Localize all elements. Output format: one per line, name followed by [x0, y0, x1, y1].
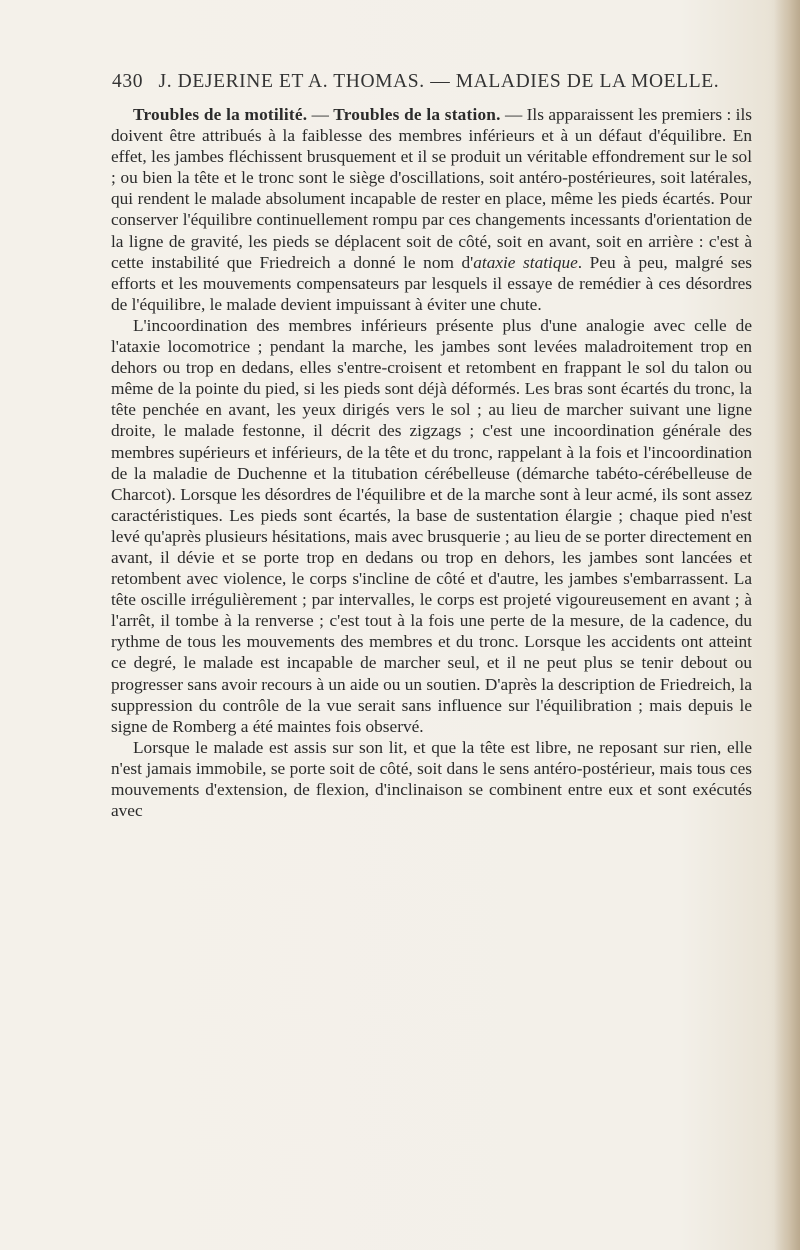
- section-heading-station: Troubles de la station.: [333, 105, 501, 124]
- running-title: J. DEJERINE ET A. THOMAS. — MALADIES DE LA MOELLE.: [158, 71, 720, 92]
- page-number: 430: [112, 71, 144, 92]
- section-heading-motilite: Troubles de la motilité.: [133, 105, 308, 124]
- italic-term: ataxie statique: [473, 252, 578, 272]
- paragraph-incoordination: L'incoordination des membres inférieurs présente plus d'une analogie avec celle de l'ataxie locomotrice ; pendant la marche, les jambes sont levées maladroitement trop en dehors ou trop en dedans, elles s'entre-croisent et retombent en frappant le sol du talon ou même de la pointe du pied, si les pieds sont déjà déformés. Les bras sont écartés du tronc, la tête penchée en avant, les yeux dirigés vers le sol ; au lieu de marcher suivant une ligne droite, le malade festonne, il décrit des zigzags ; c'est une incoordination générale des membres supérieurs et inférieurs, de la tête et du tronc, rappelant à la fois et l'incoordination de la maladie de Duchenne et la titubation cérébelleuse (démarche tabéto-cérébelleuse de Charcot). Lorsque les désordres de l'équilibre et de la marche sont à leur acmé, ils sont assez caractéristiques. Les pieds sont écartés, la base de sustentation élargie ; chaque pied n'est levé qu'après plusieurs hésitations, mais avec brusquerie ; au lieu de se porter directement en avant, il dévie et se porte trop en dedans ou trop en dehors, les jambes sont lancées et retombent avec violence, le corps s'incline de côté et d'autre, les jambes s'embarrassent. La tête oscille irrégulièrement ; par intervalles, le corps est projeté vigoureusement en avant ; à l'arrêt, il tombe à la renverse ; c'est tout à la fois une perte de la mesure, de la cadence, du rythme de tous les mouvements des membres et du tronc. Lorsque les accidents ont atteint ce degré, le malade est incapable de marcher seul, et il ne peut plus se tenir debout ou progresser sans avoir recours à un aide ou un soutien. D'après la description de Friedreich, la suppression du contrôle de la vue serait sans influence sur l'équilibration ; mais depuis le signe de Romberg a été maintes fois observé.: [111, 315, 752, 736]
- paragraph-station-text-b: . Peu à peu, malgré ses efforts et les mouvements compensateurs par lesquels il essaye de remédier à ces désordres de l'équilibre, le malade devient impuissant à éviter une chute.: [111, 252, 752, 314]
- heading-dash: —: [307, 105, 334, 124]
- page-edge-shadow: [774, 0, 800, 1250]
- body-text: [111, 104, 752, 821]
- paragraph-station: [111, 104, 752, 315]
- paragraph-station-text-a: — Ils apparaissent les premiers : ils doivent être attribués à la faiblesse des membres inférieurs et à un défaut d'équilibre. En effet, les jambes fléchissent brusquement et il se produit un véritable effondrement sur le sol ; ou bien la tête et le tronc sont le siège d'oscillations, soit antéro-postérieures, soit latérales, qui rendent le malade absolument incapable de rester en place, même les pieds écartés. Pour conserver l'équilibre continuellement rompu par ces changements incessants d'orientation de la ligne de gravité, les pieds se déplacent soit de côté, soit en avant, soit en arrière : c'est à cette instabilité que Friedreich a donné le nom d': [111, 105, 752, 272]
- running-header: [112, 71, 752, 93]
- paragraph-assis: Lorsque le malade est assis sur son lit, et que la tête est libre, ne reposant sur rien, elle n'est jamais immobile, se porte soit de côté, soit dans le sens antéro-postérieur, mais tous ces mouvements d'extension, de flexion, d'inclinaison se combinent entre eux et sont exécutés avec: [111, 737, 752, 821]
